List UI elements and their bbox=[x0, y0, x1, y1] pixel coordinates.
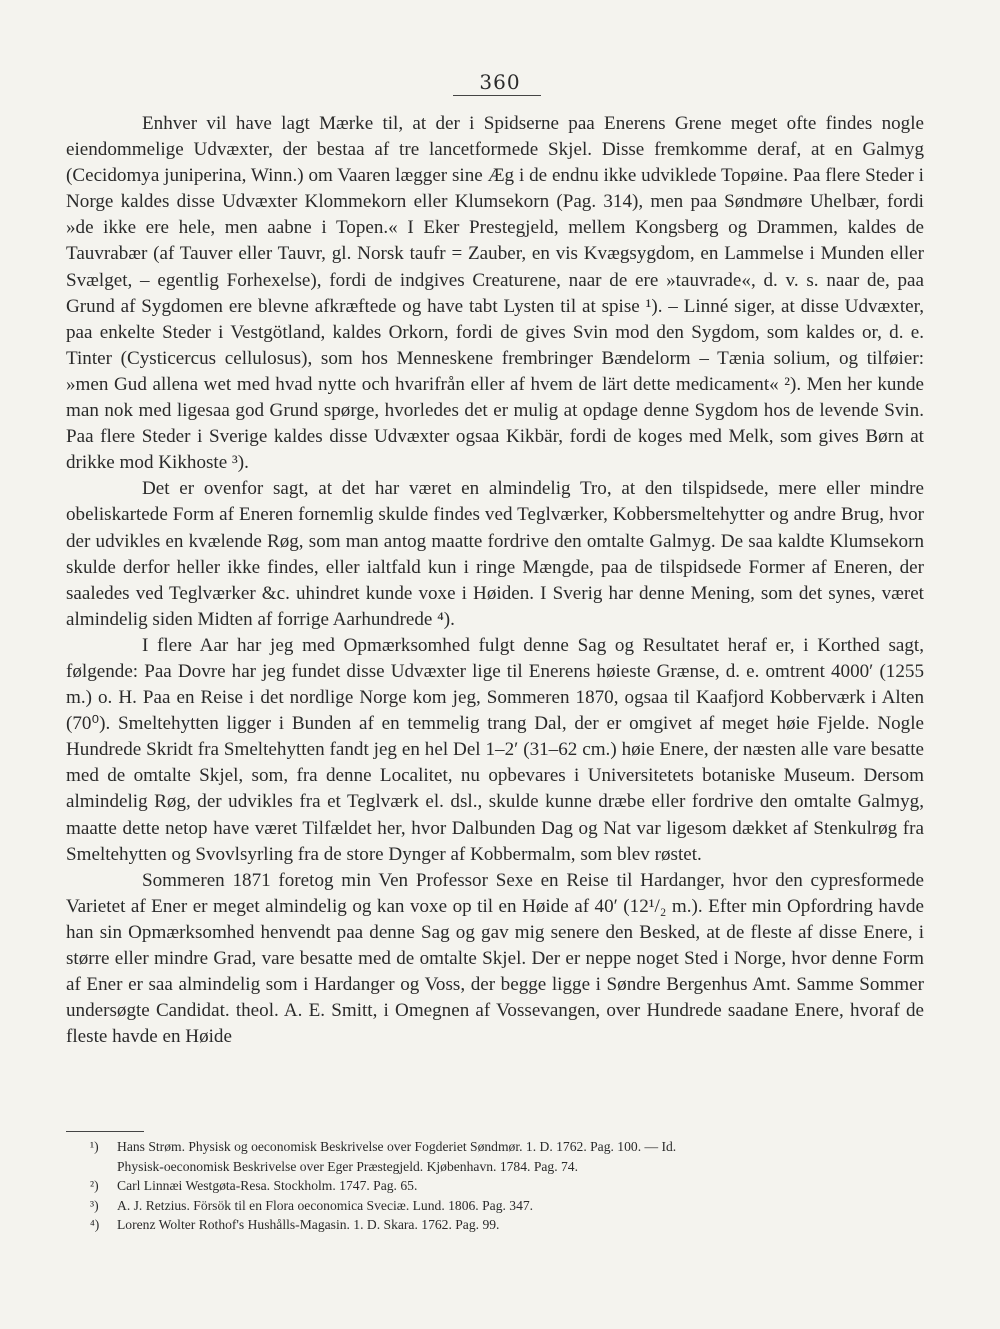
footnote-2-text: Carl Linnæi Westgøta-Resa. Stockholm. 1747. Pag. 65. bbox=[117, 1178, 418, 1194]
paragraph-4: Sommeren 1871 foretog min Ven Professor Sexe en Reise til Hardanger, hvor den cypresformede Varietet af Ener er meget almindelig og kan voxe op til en Høide af 40′ (12¹/₂ m.). Efter min Opfordring havde han sin Opmærksomhed henvendt paa denne Sag og gav mig senere den Besked, at de fleste af disse Enere, i større eller mindre Grad, vare besatte med de omtalte Skjel. Der er neppe noget Sted i Norge, hvor denne Form af Ener er saa almindelig som i Hardanger og Voss, der begge ligge i Søndre Bergenhus Amt. Samme Sommer undersøgte Candidat. theol. A. E. Smitt, i Omegnen af Vossevangen, over Hundrede saadane Enere, hvoraf de fleste havde en Høide bbox=[66, 869, 924, 1048]
page-number-rule bbox=[453, 95, 541, 96]
footnote-4-mark: ⁴) bbox=[90, 1217, 100, 1233]
footnote-3 bbox=[90, 1196, 930, 1216]
footnotes bbox=[90, 1137, 930, 1235]
page-number: 360 bbox=[479, 70, 521, 94]
body-text bbox=[66, 111, 924, 1050]
footnote-rule bbox=[66, 1131, 144, 1132]
footnote-1 bbox=[90, 1137, 930, 1157]
footnote-2-mark: ²) bbox=[90, 1178, 99, 1194]
footnote-3-mark: ³) bbox=[90, 1197, 99, 1213]
paragraph-2: Det er ovenfor sagt, at det har været en almindelig Tro, at den tilspidsede, mere eller mindre obeliskartede Form af Eneren fornemlig skulde findes ved Teglværker, Kobbersmeltehytter og andre Brug, hvor der udvikles en kvælende Røg, som man antog maatte fordrive den omtalte Galmyg. De saa kaldte Klumsekorn skulde derfor heller ikke findes, eller ialtfald kun i ringe Mængde, paa de tilspidsede Former af Eneren, der saaledes ved Teglværker &c. uhindret kunde voxe i Høiden. I Sverig har denne Mening, som det synes, været almindelig siden Midten af forrige Aarhundrede ⁴). bbox=[66, 478, 924, 630]
footnote-3-text: A. J. Retzius. Försök til en Flora oeconomica Sveciæ. Lund. 1806. Pag. 347. bbox=[117, 1197, 534, 1213]
footnote-1-text: Hans Strøm. Physisk og oeconomisk Beskrivelse over Fogderiet Søndmør. 1. D. 1762. Pag. 100. — Id. bbox=[117, 1139, 677, 1154]
paragraph-1: Enhver vil have lagt Mærke til, at der i Spidserne paa Enerens Grene meget ofte findes nogle eiendommelige Udvæxter, der bestaa af tre lancetformede Skjel. Disse fremkomme deraf, at en Galmyg (Cecidomya juniperina, Winn.) om Vaaren lægger sine Æg i de endnu ikke udviklede Topøine. Paa flere Steder i Norge kaldes disse Udvæxter Klommekorn eller Klumsekorn (Pag. 314), men paa Søndmøre Uhelbær, fordi »de ikke ere hele, men aabne i Topen.« I Eker Prestegjeld, mellem Kongsberg og Drammen, kaldes de Tauvrabær (af Tauver eller Tauvr, gl. Norsk taufr = Zauber, en vis Kvægsygdom, en Lammelse i Munden eller Svælget, – egentlig Forhexelse), fordi de indgives Creaturene, naar de ere »tauvrade«, d. v. s. naar de, paa Grund af Sygdomen ere blevne afkræftede og have tabt Lysten til at spise ¹). – Linné siger, at disse Udvæxter, paa enkelte Steder i Vestgötland, kaldes Orkorn, fordi de gives Svin mod den Sygdom, som kaldes or, d. e. Tinter (Cysticercus cellulosus), som hos Menneskene frembringer Bændelorm – Tænia solium, og tilføier: »men Gud allena wet med hvad nytte och hvarifrån eller af hvem de lärt dette medicament« ²). Men her kunde man nok med ligesaa god Grund spørge, hvorledes det er mulig at opdage denne Sygdom hos de levende Svin. Paa flere Steder i Sverige kaldes disse Udvæxter ogsaa Kikbär, fordi de koges med Melk, som gives Børn at drikke mod Kikhoste ³). bbox=[66, 113, 924, 474]
footnote-2 bbox=[90, 1176, 930, 1196]
footnote-1-mark: ¹) bbox=[90, 1139, 99, 1154]
footnote-1-continuation: Physisk-oeconomisk Beskrivelse over Eger Præstegjeld. Kjøbenhavn. 1784. Pag. 74. bbox=[117, 1158, 578, 1174]
paragraph-3: I flere Aar har jeg med Opmærksomhed fulgt denne Sag og Resultatet heraf er, i Korthed sagt, følgende: Paa Dovre har jeg fundet disse Udvæxter lige til Enerens høieste Grænse, d. e. omtrent 4000′ (1255 m.) o. H. Paa en Reise i det nordlige Norge kom jeg, Sommeren 1870, ogsaa til Kaafjord Kobberværk i Alten (70⁰). Smeltehytten ligger i Bunden af en temmelig trang Dal, der er omgivet af meget høie Fjelde. Nogle Hundrede Skridt fra Smeltehytten fandt jeg en hel Del 1–2′ (31–62 cm.) høie Enere, der næsten alle vare besatte med de omtalte Skjel, som, fra denne Localitet, nu opbevares i Universitetets botaniske Museum. Dersom almindelig Røg, der udvikles fra et Teglværk el. dsl., skulde kunne dræbe eller fordrive den omtalte Galmyg, maatte dette netop have været Tilfældet her, hvor Dalbunden Dag og Nat var ligesom dækket af Stenkulrøg fra Smeltehytten og Svovlsyrling fra de store Dynger af Kobbermalm, som blev røstet. bbox=[66, 634, 924, 865]
footnote-4-text: Lorenz Wolter Rothof's Hushålls-Magasin. 1. D. Skara. 1762. Pag. 99. bbox=[117, 1217, 500, 1233]
footnote-4 bbox=[90, 1215, 930, 1235]
